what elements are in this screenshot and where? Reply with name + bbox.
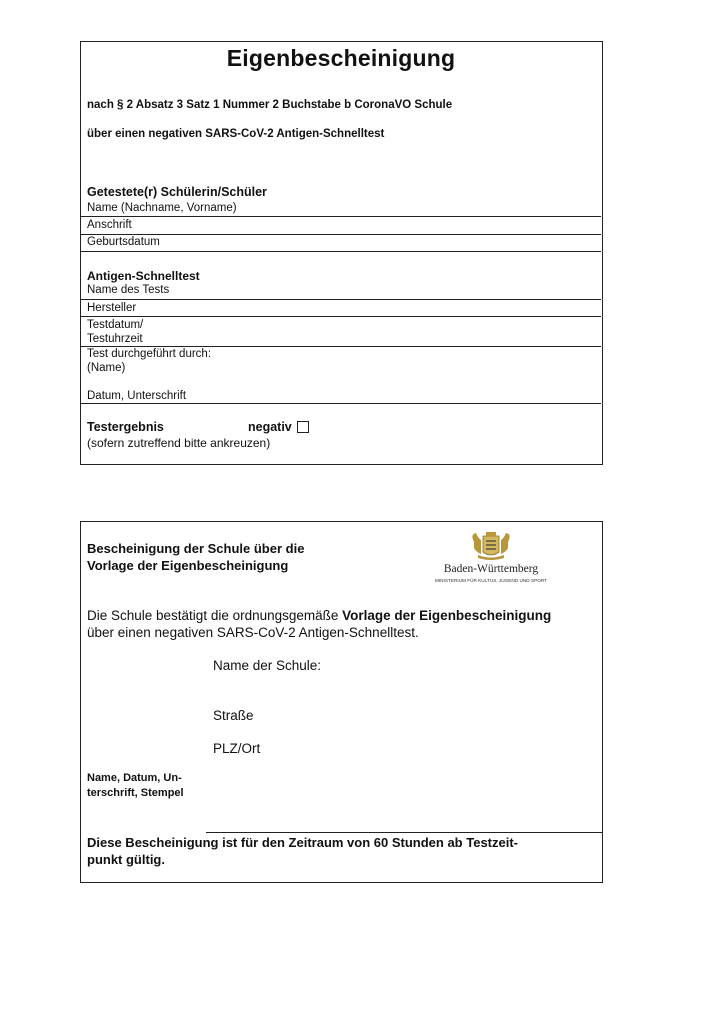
validity-note-line2: punkt gültig. (87, 852, 165, 867)
test-date-field-label[interactable]: Testdatum/ (87, 319, 144, 331)
form-title: Eigenbescheinigung (226, 45, 456, 71)
city-field[interactable]: PLZ/Ort (213, 741, 261, 756)
logo-ministry-name: MINISTERIUM FÜR KULTUS, JUGEND UND SPORT (434, 578, 548, 583)
confirmation-statement-line2: über einen negativen SARS-CoV-2 Antigen-Schnelltest. (87, 625, 419, 640)
student-section-heading: Getestete(r) Schülerin/Schüler (87, 185, 267, 199)
signature-line[interactable] (206, 832, 602, 833)
divider (81, 216, 601, 217)
performed-by-name-field[interactable]: (Name) (87, 362, 126, 374)
student-birthdate-field[interactable]: Geburtsdatum (87, 236, 160, 248)
negative-checkbox[interactable] (297, 421, 309, 433)
validity-note-line1: Diese Bescheinigung ist für den Zeitraum von 60 Stunden ab Testzeit- (87, 835, 518, 850)
test-manufacturer-field[interactable]: Hersteller (87, 302, 137, 314)
divider (81, 234, 601, 235)
divider (81, 251, 601, 252)
student-address-field[interactable]: Anschrift (87, 219, 132, 231)
test-section-heading: Antigen-Schnelltest (87, 269, 200, 283)
statement-bold: Vorlage der Eigenbescheinigung (342, 608, 552, 623)
negative-option[interactable] (248, 420, 309, 434)
confirmation-heading-line1: Bescheinigung der Schule über die (87, 541, 305, 556)
logo-state-name: Baden-Württemberg (443, 563, 539, 575)
student-name-field[interactable]: Name (Nachname, Vorname) (87, 202, 237, 214)
school-name-field[interactable]: Name der Schule: (213, 658, 322, 673)
street-field[interactable]: Straße (213, 708, 254, 723)
confirmation-heading-line2: Vorlage der Eigenbescheinigung (87, 558, 289, 573)
self-certification-form (80, 41, 603, 465)
divider (81, 346, 601, 347)
signature-label-line2: terschrift, Stempel (87, 787, 184, 799)
confirmation-statement-line1 (87, 607, 551, 624)
form-subject-text: über einen negativen SARS-CoV-2 Antigen-Schnelltest (87, 128, 385, 140)
divider (81, 403, 601, 404)
divider (81, 316, 601, 317)
school-confirmation-form (80, 521, 603, 883)
test-result-label: Testergebnis (87, 420, 164, 434)
divider (81, 299, 601, 300)
date-signature-field[interactable]: Datum, Unterschrift (87, 390, 187, 402)
statement-prefix: Die Schule bestätigt die ordnungsgemäße (87, 608, 343, 623)
result-hint-text: (sofern zutreffend bitte ankreuzen) (87, 436, 271, 450)
ministry-logo (426, 530, 556, 586)
legal-basis-text: nach § 2 Absatz 3 Satz 1 Nummer 2 Buchstabe b CoronaVO Schule (87, 99, 453, 111)
negative-option-label: negativ (248, 420, 292, 434)
test-time-field-label[interactable]: Testuhrzeit (87, 333, 143, 345)
performed-by-label: Test durchgeführt durch: (87, 348, 212, 360)
test-name-field[interactable]: Name des Tests (87, 284, 170, 296)
signature-label-line1: Name, Datum, Un- (87, 772, 182, 784)
